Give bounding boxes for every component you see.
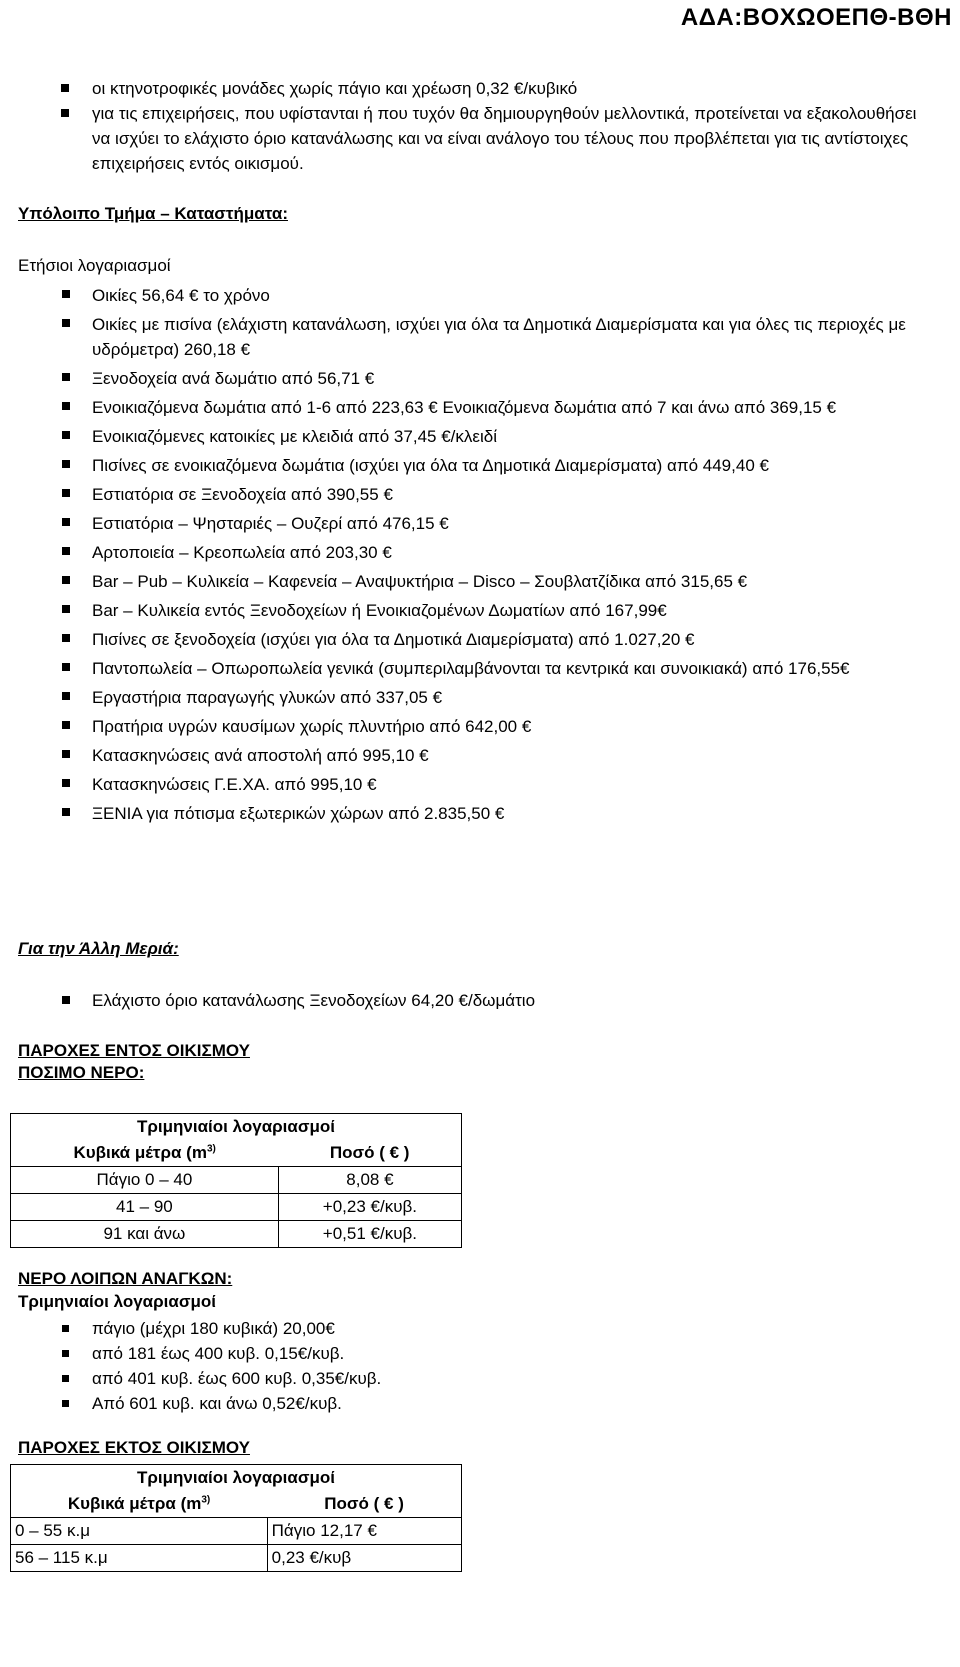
table-cell: 91 και άνω — [11, 1221, 279, 1248]
list-item: Ενοικιαζόμενες κατοικίες με κλειδιά από 37,45 €/κλειδί — [92, 424, 920, 449]
square-bullet-icon — [62, 518, 70, 526]
list-item: Πισίνες σε ξενοδοχεία (ισχύει για όλα τα Δημοτικά Διαμερίσματα) από 1.027,20 € — [92, 627, 920, 652]
list-item: Αρτοποιεία – Κρεοπωλεία από 203,30 € — [92, 540, 920, 565]
table-cell: +0,51 €/κυβ. — [278, 1221, 461, 1248]
section-other-list-block — [0, 988, 960, 1013]
list-item: Εστιατόρια σε Ξενοδοχεία από 390,55 € — [92, 482, 920, 507]
section-outside-title: ΠΑΡΟΧΕΣ ΕΚΤΟΣ ΟΙΚΙΣΜΟΥ — [18, 1438, 250, 1457]
section-other-needs-list-block — [0, 1316, 960, 1416]
square-bullet-icon — [62, 996, 70, 1004]
list-item: Εργαστήρια παραγωγής γλυκών από 337,05 € — [92, 685, 920, 710]
list-item: για τις επιχειρήσεις, που υφίστανται ή που τυχόν θα δημιουργηθούν μελλοντικά, προτείνεται να εξακολουθήσει να ισχύει το ελάχιστο όριο κατανάλωσης και να είναι ανάλογο του τέλους που προβλέπεται για τις αντίστοιχες επιχειρήσεις εντός οικισμού. — [92, 101, 920, 176]
list-item: Κατασκηνώσεις ανά αποστολή από 995,10 € — [92, 743, 920, 768]
list-item: Bar – Κυλικεία εντός Ξενοδοχείων ή Ενοικιαζομένων Δωματίων από 167,99€ — [92, 598, 920, 623]
list-item: ΞΕΝΙΑ για πότισμα εξωτερικών χώρων από 2.835,50 € — [92, 801, 920, 826]
list-item: από 401 κυβ. έως 600 κυβ. 0,35€/κυβ. — [92, 1366, 960, 1391]
table-header-row — [11, 1491, 462, 1518]
table-cell: Πάγιο 0 – 40 — [11, 1167, 279, 1194]
list-item: Από 601 κυβ. και άνω 0,52€/κυβ. — [92, 1391, 960, 1416]
square-bullet-icon — [62, 779, 70, 787]
list-item: από 181 έως 400 κυβ. 0,15€/κυβ. — [92, 1341, 960, 1366]
square-bullet-icon — [62, 1375, 69, 1382]
table-caption: Τριμηνιαίοι λογαριασμοί — [11, 1114, 462, 1141]
section-other-title: Για την Άλλη Μεριά: — [18, 939, 179, 958]
table-cell: Πάγιο 12,17 € — [267, 1518, 461, 1545]
list-item: οι κτηνοτροφικές μονάδες χωρίς πάγιο και χρέωση 0,32 €/κυβικό — [92, 76, 920, 101]
table-cell: 41 – 90 — [11, 1194, 279, 1221]
square-bullet-icon — [62, 634, 70, 642]
table-header-amount: Ποσό ( € ) — [278, 1140, 461, 1167]
square-bullet-icon — [62, 431, 70, 439]
list-item: Οικίες με πισίνα (ελάχιστη κατανάλωση, ισχύει για όλα τα Δημοτικά Διαμερίσματα και για όλες τις περιοχές με υδρόμετρα) 260,18 € — [92, 312, 920, 362]
list-item: Bar – Pub – Κυλικεία – Καφενεία – Αναψυκτήρια – Disco – Σουβλατζίδικα από 315,65 € — [92, 569, 920, 594]
square-bullet-icon — [62, 319, 70, 327]
table-row — [11, 1194, 462, 1221]
table-row — [11, 1518, 462, 1545]
section-rest-list — [0, 283, 960, 826]
table-row — [11, 1221, 462, 1248]
square-bullet-icon — [62, 663, 70, 671]
list-item: Εστιατόρια – Ψησταριές – Ουζερί από 476,15 € — [92, 511, 920, 536]
square-bullet-icon — [62, 721, 70, 729]
table-caption-row — [11, 1465, 462, 1492]
list-item: Ενοικιαζόμενα δωμάτια από 1-6 από 223,63 € Ενοικιαζόμενα δωμάτια από 7 και άνω από 369,15 € — [92, 395, 920, 420]
top-list-block — [0, 76, 960, 176]
square-bullet-icon — [62, 402, 70, 410]
list-item: Παντοπωλεία – Οπωροπωλεία γενικά (συμπεριλαμβάνονται τα κεντρικά και συνοικιακά) από 176,55€ — [92, 656, 920, 681]
list-item: Πρατήρια υγρών καυσίμων χωρίς πλυντήριο από 642,00 € — [92, 714, 920, 739]
table-cell: 0,23 €/κυβ — [267, 1545, 461, 1572]
section-other-list — [0, 988, 960, 1013]
square-bullet-icon — [62, 1400, 69, 1407]
square-bullet-icon — [62, 692, 70, 700]
square-bullet-icon — [61, 109, 69, 117]
list-item: Ελάχιστο όριο κατανάλωσης Ξενοδοχείων 64,20 €/δωμάτιο — [92, 988, 960, 1013]
list-item: Ξενοδοχεία ανά δωμάτιο από 56,71 € — [92, 366, 920, 391]
square-bullet-icon — [62, 290, 70, 298]
square-bullet-icon — [62, 808, 70, 816]
list-item: πάγιο (μέχρι 180 κυβικά) 20,00€ — [92, 1316, 960, 1341]
square-bullet-icon — [62, 460, 70, 468]
square-bullet-icon — [62, 576, 70, 584]
document-code: ΑΔΑ:ΒΟΧΩΟΕΠΘ-ΒΘΗ — [680, 4, 952, 31]
square-bullet-icon — [62, 1325, 69, 1332]
table-cell: +0,23 €/κυβ. — [278, 1194, 461, 1221]
section-rest-subtitle: Ετήσιοι λογαριασμοί — [18, 256, 171, 275]
square-bullet-icon — [62, 547, 70, 555]
square-bullet-icon — [62, 605, 70, 613]
section-rest-list-block — [0, 283, 960, 830]
square-bullet-icon — [61, 84, 69, 92]
section-other-needs-list — [0, 1316, 960, 1416]
inside-tariff-table — [10, 1113, 462, 1248]
table-header-cubic-meters: Κυβικά μέτρα ($m^{3)}$ — [11, 1140, 279, 1167]
list-item: Οικίες 56,64 € το χρόνο — [92, 283, 920, 308]
table-row — [11, 1167, 462, 1194]
table-cell: 0 – 55 κ.μ — [11, 1518, 268, 1545]
table-header-row — [11, 1140, 462, 1167]
table-header-amount: Ποσό ( € ) — [267, 1491, 461, 1518]
outside-tariff-table — [10, 1464, 462, 1572]
table-cell: 8,08 € — [278, 1167, 461, 1194]
list-item: Πισίνες σε ενοικιαζόμενα δωμάτια (ισχύει για όλα τα Δημοτικά Διαμερίσματα) από 449,40 € — [92, 453, 920, 478]
table-header-cubic-meters: Κυβικά μέτρα ($m^{3)}$ — [11, 1491, 268, 1518]
table-cell: 56 – 115 κ.μ — [11, 1545, 268, 1572]
square-bullet-icon — [62, 489, 70, 497]
top-list — [0, 76, 960, 176]
list-item: Κατασκηνώσεις Γ.Ε.ΧΑ. από 995,10 € — [92, 772, 920, 797]
section-rest-title: Υπόλοιπο Τμήμα – Καταστήματα: — [18, 204, 288, 223]
section-other-needs-title: ΝΕΡΟ ΛΟΙΠΩΝ ΑΝΑΓΚΩΝ: Τριμηνιαίοι λογαριασμοί — [18, 1269, 233, 1311]
square-bullet-icon — [62, 373, 70, 381]
square-bullet-icon — [62, 750, 70, 758]
table-caption-row — [11, 1114, 462, 1141]
square-bullet-icon — [62, 1350, 69, 1357]
table-row — [11, 1545, 462, 1572]
table-caption: Τριμηνιαίοι λογαριασμοί — [11, 1465, 462, 1492]
section-inside-title: ΠΑΡΟΧΕΣ ΕΝΤΟΣ ΟΙΚΙΣΜΟΥ ΠΟΣΙΜΟ ΝΕΡΟ: — [18, 1041, 250, 1082]
